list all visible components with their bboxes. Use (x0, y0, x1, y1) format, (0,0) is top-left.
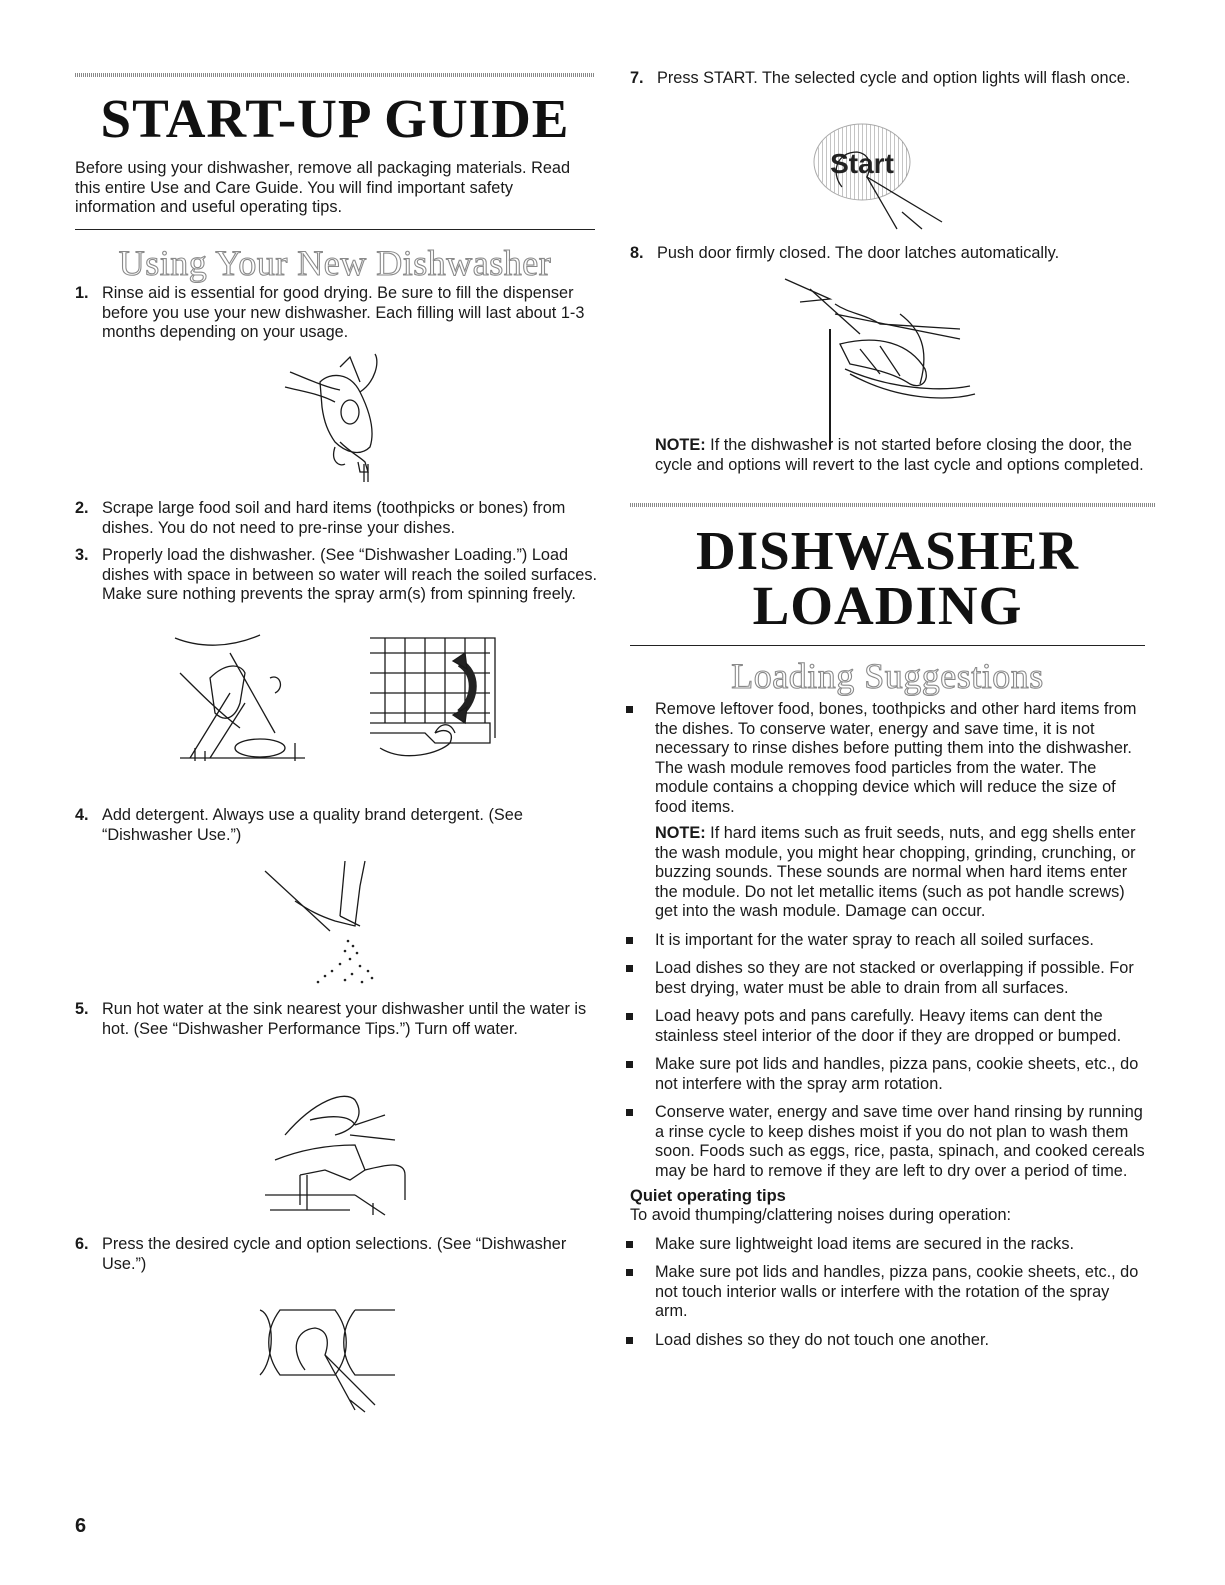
step-item (75, 284, 607, 343)
loading-title-line2: LOADING (752, 575, 1023, 636)
step-text: Scrape large food soil and hard items (toothpicks or bones) from dishes. You do not need to pre-rinse your dishes. (102, 499, 566, 537)
step-number: 8. (630, 244, 644, 262)
step-item (630, 244, 1167, 264)
step-number: 4. (75, 806, 89, 824)
start-button-illustration (802, 117, 952, 232)
list-item: It is important for the water spray to reach all soiled surfaces. (625, 931, 1145, 951)
list-item: Conserve water, energy and save time over hand rinsing by running a rinse cycle to keep dishes moist if you do not plan to wash them soon. Foods such as eggs, rice, pasta, spinach, and cooked cereals may be hard to remove if they are left to dry over a period of time. (625, 1103, 1145, 1181)
step-text: Push door firmly closed. The door latches automatically. (657, 244, 1060, 262)
page-number: 6 (75, 1515, 87, 1537)
step-number: 1. (75, 284, 89, 302)
list-item: Make sure pot lids and handles, pizza pans, cookie sheets, etc., do not interfere with the spray arm rotation. (625, 1055, 1145, 1094)
step-item (75, 806, 607, 845)
loading-suggestions (625, 700, 1145, 1350)
rack-illustration (365, 633, 505, 768)
step-number: 7. (630, 69, 644, 87)
list-item: Remove leftover food, bones, toothpicks and other hard items from the dishes. To conserve water, energy and save time, it is not necessary to rinse dishes before putting them into the dishwasher. The wash module removes food particles from the water. The module contains a chopping device which will reduce the size of food items. (625, 700, 1145, 817)
step-number: 6. (75, 1235, 89, 1253)
close-door-illustration (780, 274, 980, 454)
list-item: Make sure pot lids and handles, pizza pans, cookie sheets, etc., do not touch interior walls or interfere with the rotation of the spray arm. (625, 1263, 1145, 1322)
step-item (75, 1235, 607, 1274)
step-number: 2. (75, 499, 89, 517)
step-item (75, 499, 612, 538)
step-number: 3. (75, 546, 89, 564)
page-title: START-UP GUIDE (100, 88, 570, 149)
list-item: Load dishes so they are not stacked or overlapping if possible. For best drying, water must be able to drain from all surfaces. (625, 959, 1145, 998)
rinse-aid-illustration (280, 352, 400, 487)
list-item: Make sure lightweight load items are secured in the racks. (625, 1235, 1145, 1255)
quiet-tips-heading: Quiet operating tips (630, 1187, 786, 1205)
dotted-rule (75, 73, 595, 77)
step-item (75, 546, 617, 605)
section-rule (630, 645, 1145, 646)
step-item (630, 69, 1167, 89)
list-item: Load heavy pots and pans carefully. Heavy items can dent the stainless steel interior of the door if they are dropped or bumped. (625, 1007, 1145, 1046)
intro-text: Before using your dishwasher, remove all packaging materials. Read this entire Use and Care Guide. You will find important safety information and useful operating tips. (75, 159, 571, 216)
step-text: Properly load the dishwasher. (See “Dishwasher Loading.”) Load dishes with space in between so water will reach the soiled surfaces. Make sure nothing prevents the spray arm(s) from spinning freely. (102, 546, 598, 603)
loading-title-line1: DISHWASHER (696, 520, 1079, 581)
step-text: Rinse aid is essential for good drying. Be sure to fill the dispenser before you use your new dishwasher. Each filling will last about 1-3 months depending on your usage. (102, 284, 585, 341)
start-button-label: Start (830, 148, 894, 179)
step-text: Add detergent. Always use a quality brand detergent. (See “Dishwasher Use.”) (102, 806, 523, 844)
quiet-tips-intro: To avoid thumping/clattering noises during operation: (630, 1206, 1012, 1224)
note-wash-module: NOTE: If hard items such as fruit seeds, nuts, and egg shells enter the wash module, you might hear chopping, grinding, crunching, or buzzing sounds. These sounds are normal when hard items enter the module. Do not let metallic items (such as pot handle screws) get into the wash module. Damage can occur. (655, 824, 1136, 920)
step-item (75, 1000, 607, 1039)
detergent-illustration (260, 856, 380, 991)
step-text: Run hot water at the sink nearest your dishwasher until the water is hot. (See “Dishwasher Performance Tips.”) Turn off water. (102, 1000, 587, 1038)
note-door: NOTE: If the dishwasher is not started before closing the door, the cycle and options will revert to the last cycle and options completed. (655, 436, 1144, 474)
section-rule (75, 229, 595, 230)
step-text: Press the desired cycle and option selections. (See “Dishwasher Use.”) (102, 1235, 567, 1273)
step-number: 5. (75, 1000, 89, 1018)
list-item: Load dishes so they do not touch one another. (625, 1331, 1145, 1351)
faucet-illustration (255, 1085, 415, 1220)
section-heading: Using Your New Dishwasher (118, 243, 552, 283)
load-dishes-illustration (170, 633, 310, 763)
cycle-button-illustration (255, 1300, 405, 1415)
step-text: Press START. The selected cycle and option lights will flash once. (657, 69, 1131, 87)
dotted-rule (630, 503, 1155, 507)
section-heading: Loading Suggestions (731, 656, 1044, 696)
